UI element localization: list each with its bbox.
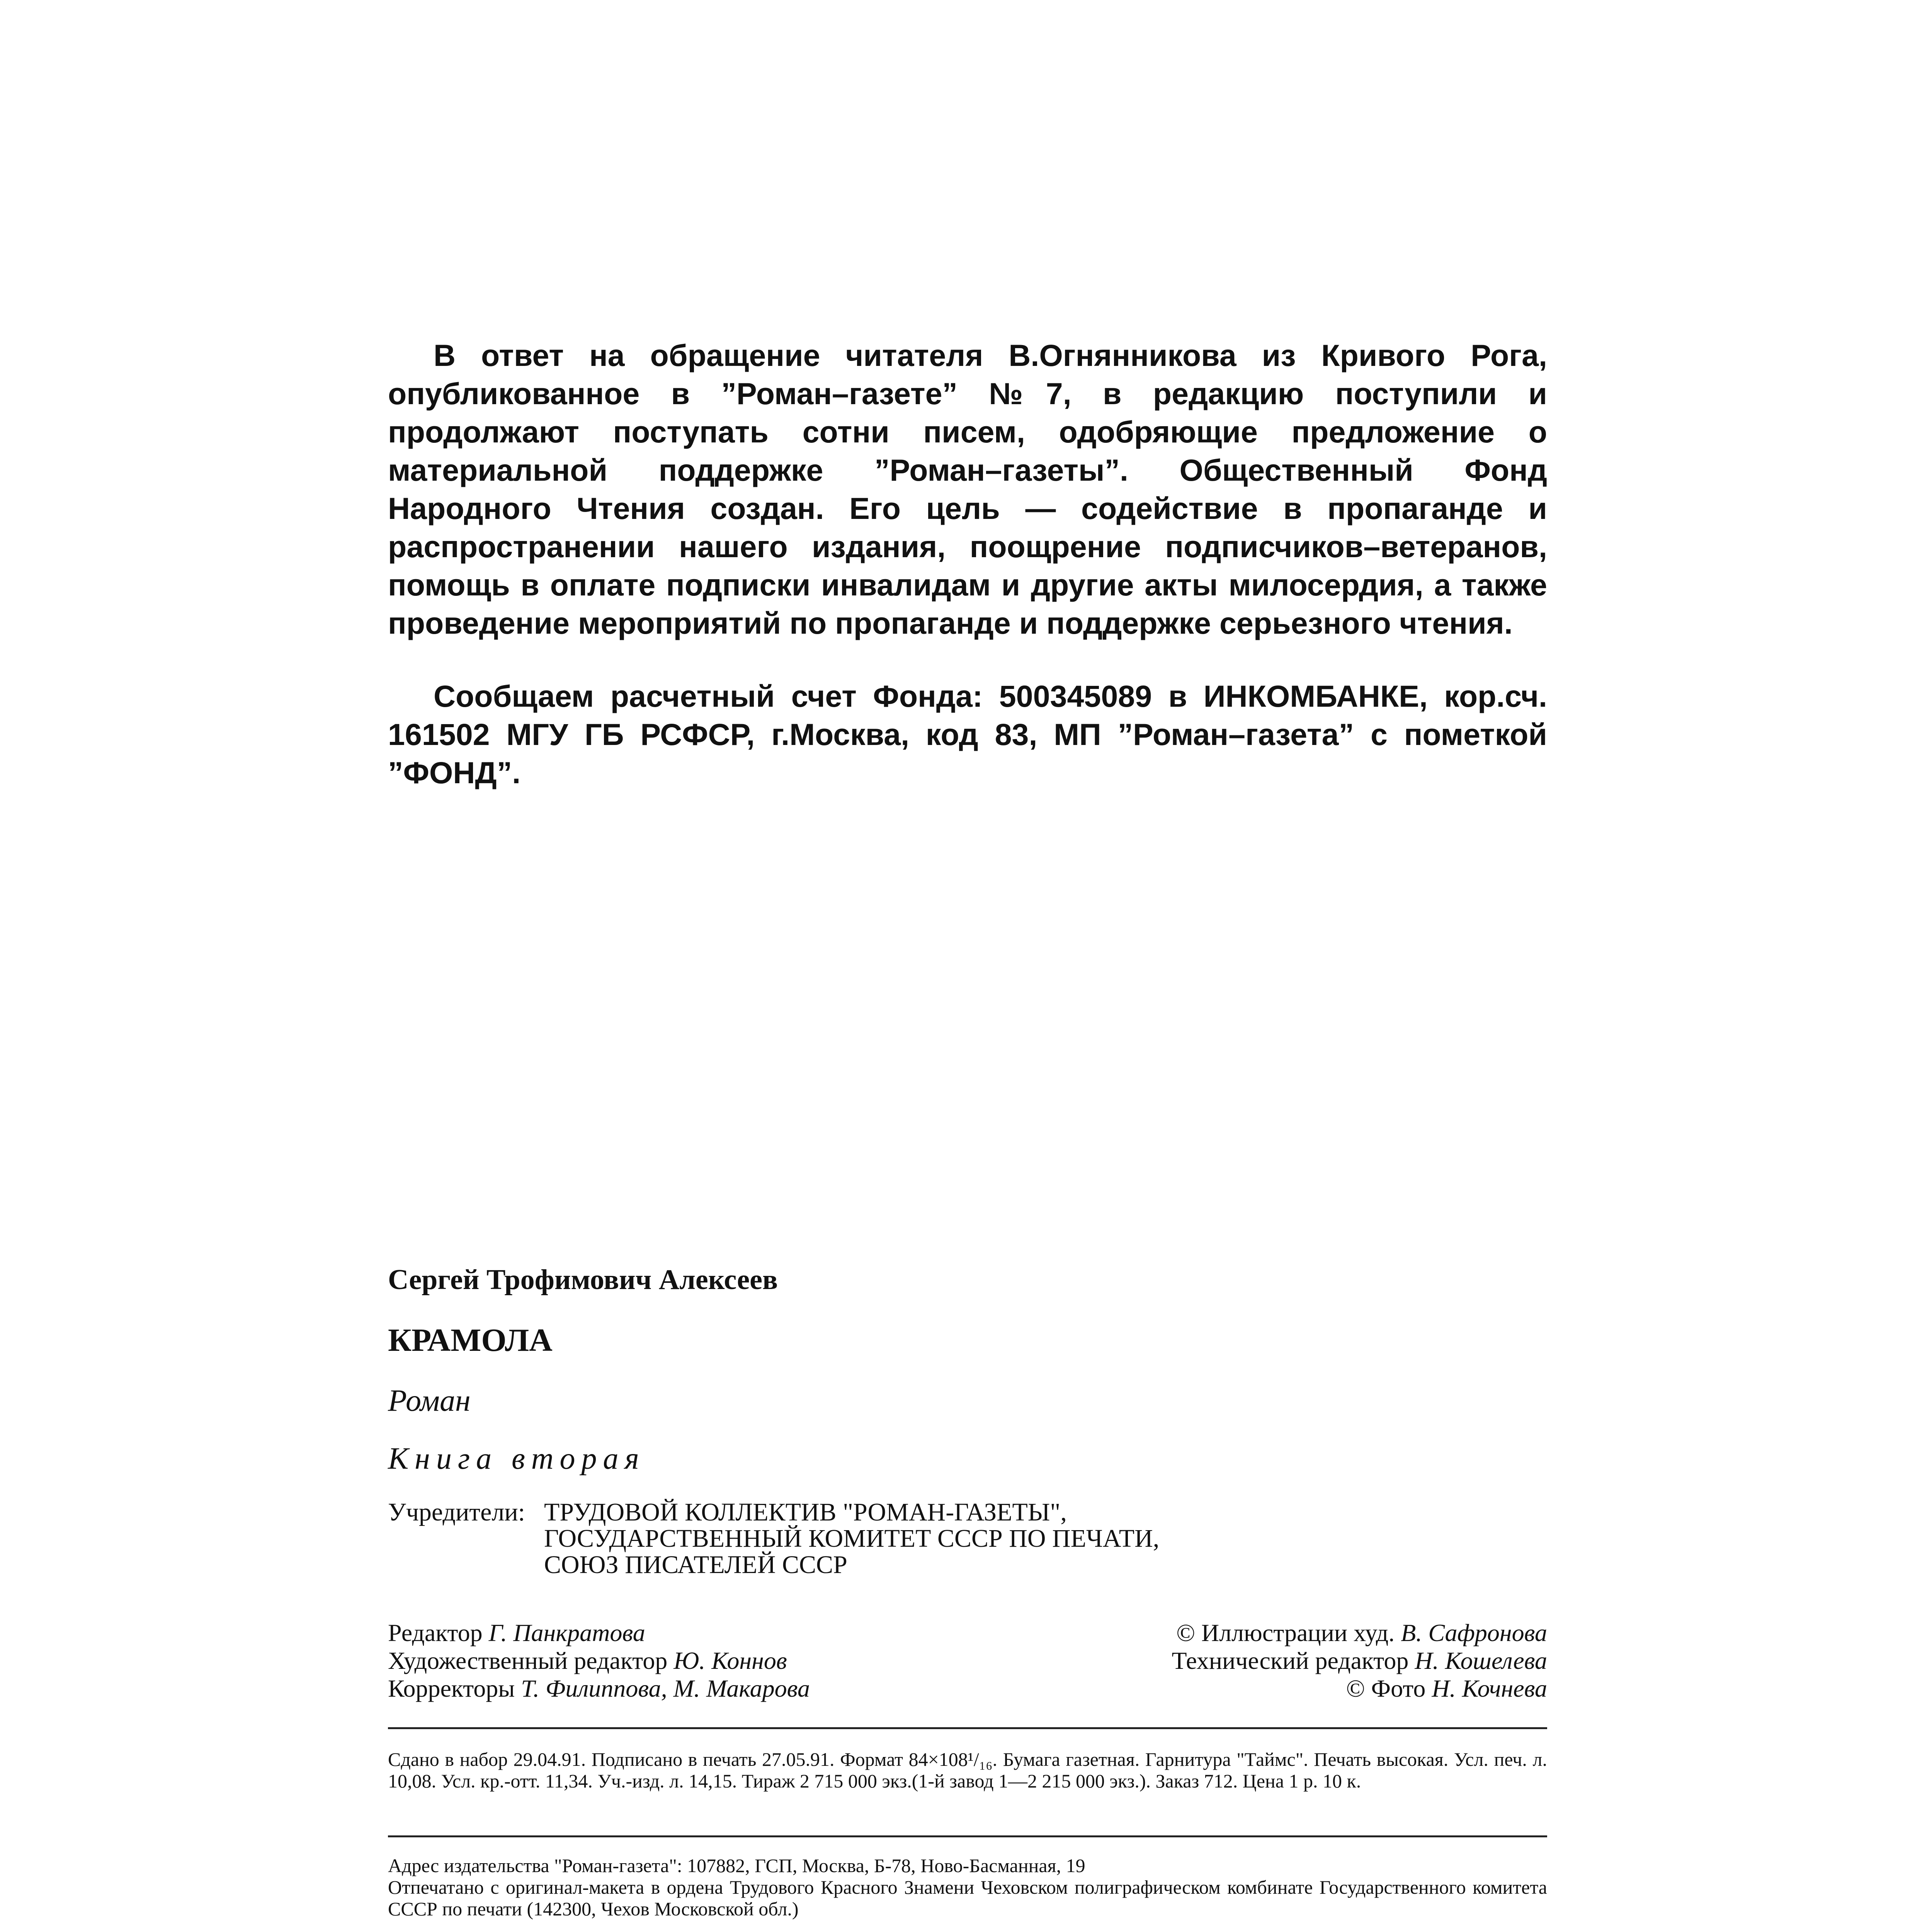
credit-art-editor: Художественный редактор Ю. Коннов [388, 1647, 787, 1674]
publisher-info [388, 1855, 1547, 1920]
publisher-address: Адрес издательства "Роман-газета": 107882, ГСП, Москва, Б-78, Ново-Басманная, 19 [388, 1855, 1085, 1876]
founders-label: Учредители: [388, 1498, 525, 1526]
book-volume: Книга вторая [388, 1442, 645, 1476]
credit-illustrations: © Иллюстрации худ. В. Сафронова [1176, 1619, 1547, 1646]
author-name: Сергей Трофимович Алексеев [388, 1264, 778, 1296]
founder-line: СОЮЗ ПИСАТЕЛЕЙ СССР [544, 1551, 847, 1579]
founders-block [388, 1499, 1159, 1578]
printer-info: Отпечатано с оригинал-макета в ордена Трудового Красного Знамени Чеховском полиграфическом комбинате Государственного комитета СССР по печати (142300, Чехов Московской обл.) [388, 1876, 1547, 1920]
divider [388, 1835, 1547, 1837]
credit-photo: © Фото Н. Кочнева [1346, 1675, 1547, 1702]
credit-proofreaders: Корректоры Т. Филиппова, М. Макарова [388, 1675, 810, 1702]
credits-right [1172, 1619, 1547, 1702]
founder-line: ГОСУДАРСТВЕННЫЙ КОМИТЕТ СССР ПО ПЕЧАТИ, [544, 1524, 1160, 1553]
founder-line: ТРУДОВОЙ КОЛЛЕКТИВ "РОМАН-ГАЗЕТЫ", [544, 1498, 1067, 1526]
announcement-paragraph-2: Сообщаем расчетный счет Фонда: 500345089 в ИНКОМБАНКЕ, кор.сч. 161502 МГУ ГБ РСФСР, г.Москва, код 83, МП ”Роман–газета” с пометкой ”ФОНД”. [388, 679, 1547, 790]
credit-editor: Редактор Г. Панкратова [388, 1619, 645, 1646]
credit-tech-editor: Технический редактор Н. Кошелева [1172, 1647, 1547, 1674]
print-details: Сдано в набор 29.04.91. Подписано в печать 27.05.91. Формат 84×108¹/₁₆. Бумага газетная. Гарнитура "Таймс". Печать высокая. Усл. печ. л. 10,08. Усл. кр.-отт. 11,34. Уч.-изд. л. 14,15. Тираж 2 715 000 экз.(1-й завод 1—2 215 000 экз.). Заказ 712. Цена 1 р. 10 к. [388, 1748, 1547, 1792]
book-title: КРАМОЛА [388, 1322, 553, 1358]
credits-left [388, 1619, 810, 1702]
announcement-paragraph-1: В ответ на обращение читателя В.Огнянникова из Кривого Рога, опубликованное в ”Роман–газете” №7, в редакцию поступили и продолжают поступать сотни писем, одобряющие предложение о материальной поддержке ”Роман–газеты”. Общественный Фонд Народного Чтения создан. Его цель — содействие в пропаганде и распространении нашего издания, поощрение подписчиков–ветеранов, помощь в оплате подписки инвалидам и другие акты милосердия, а также проведение мероприятий по пропаганде и поддержке серьезного чтения. [388, 338, 1547, 640]
announcement-block [388, 336, 1547, 792]
book-genre: Роман [388, 1384, 471, 1418]
divider [388, 1727, 1547, 1729]
